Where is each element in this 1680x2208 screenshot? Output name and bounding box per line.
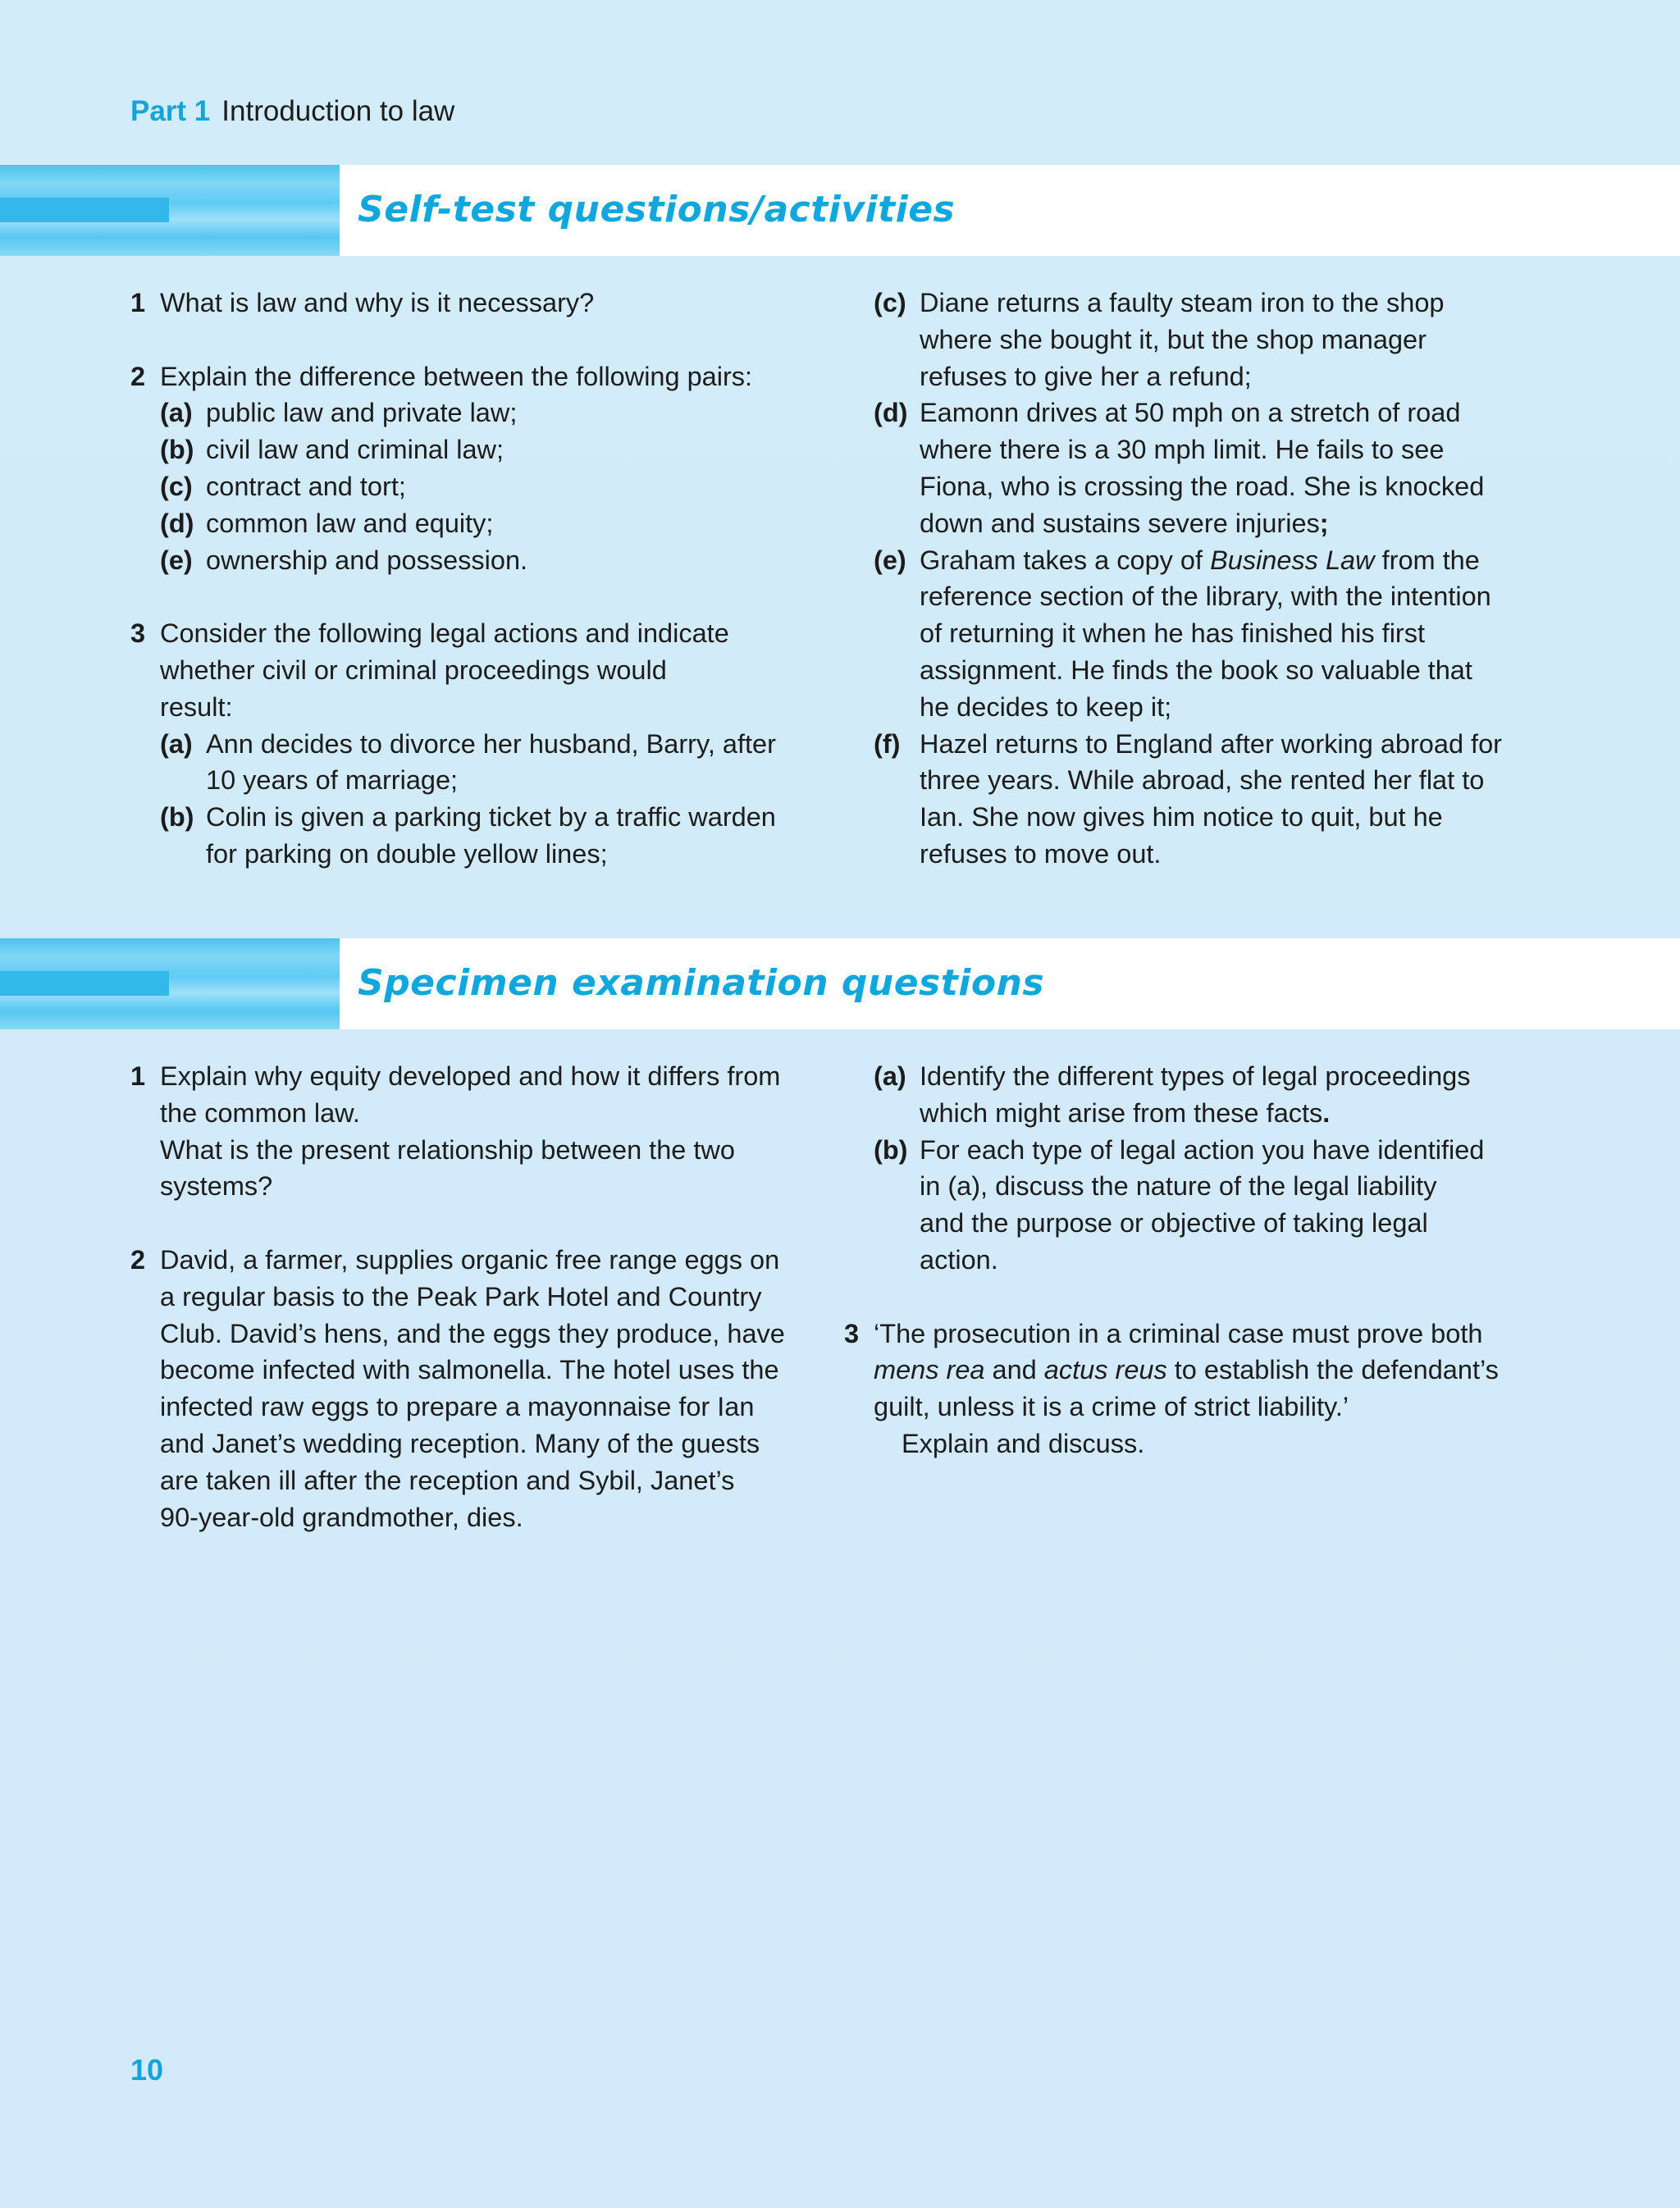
item-line: Eamonn drives at 50 mph on a stretch of road [920,398,1461,428]
item-line: assignment. He finds the book so valuable that [920,655,1472,685]
item-label: (f) [874,728,901,759]
term-mens-rea: mens rea [874,1355,985,1385]
list-item [160,542,828,579]
item-line: 10 years of marriage; [206,765,459,796]
specimen-heading: Specimen examination questions [358,962,1045,1004]
question-line: systems? [160,1171,273,1202]
list-item [874,542,1612,726]
specimen-q1 [130,1058,828,1205]
banner-bar [0,198,169,222]
item-line: Fiona, who is crossing the road. She is knocked [920,471,1485,501]
item-line [920,542,1612,579]
question-number: 3 [844,1318,860,1348]
question-number: 3 [130,618,146,649]
banner-panel [340,938,1680,1029]
self-test-banner [0,165,1680,256]
list-item [874,1058,1612,1132]
item-line: for parking on double yellow lines; [206,838,608,869]
question-line-mid: and [984,1355,1044,1385]
question-line: David, a farmer, supplies organic free range eggs on [160,1244,780,1275]
list-item [874,285,1612,395]
item-line: Hazel returns to England after working abroad for [920,728,1502,759]
question-line [874,1352,1612,1389]
part-label: Part 1 [130,95,211,127]
question-line: are taken ill after the reception and Sybil, Janet’s [160,1465,735,1495]
question-line: infected raw eggs to prepare a mayonnaise for Ian [160,1392,755,1422]
item-line-trail: ; [1319,508,1329,538]
item-line: three years. While abroad, she rented her flat to [920,765,1485,796]
question-line: Club. David’s hens, and the eggs they produce, have [160,1318,785,1348]
banner-stripe [0,938,340,1029]
item-text: public law and private law; [206,398,518,428]
item-line: of returning it when he has finished his first [920,618,1426,649]
question-number: 1 [130,1061,146,1091]
question-line: Explain why equity developed and how it differs from [160,1061,781,1091]
list-item [874,395,1612,541]
running-head [130,94,454,130]
item-line: where she bought it, but the shop manager [920,324,1427,354]
item-label: (e) [874,545,906,575]
item-label: (c) [160,471,193,501]
item-line: reference section of the library, with the intention [920,582,1491,612]
list-item [160,431,828,468]
banner-panel [340,165,1680,256]
question-line: ‘The prosecution in a criminal case must prove both [874,1318,1483,1348]
list-item [160,395,828,431]
question-line: Explain and discuss. [902,1428,1145,1458]
question-text: Explain the difference between the following pairs: [160,361,753,391]
banner-stripe [0,165,340,256]
item-line: Colin is given a parking ticket by a traffic warden [206,802,776,833]
item-line-trail: . [1322,1097,1331,1128]
item-label: (b) [160,802,194,833]
question-line-post: to establish the defendant’s [1166,1355,1499,1385]
specimen-q3 [844,1316,1612,1462]
item-label: (e) [160,545,193,575]
question-line: 90-year-old grandmother, dies. [160,1502,523,1532]
question-line: result: [160,691,233,722]
question-line: become infected with salmonella. The hotel uses the [160,1355,779,1385]
list-item [874,726,1612,873]
self-test-q2 [130,358,828,579]
item-label: (c) [874,288,906,317]
item-line: For each type of legal action you have identified [920,1134,1485,1165]
list-item [160,799,828,873]
question-number: 2 [130,361,146,391]
question-line: whether civil or criminal proceedings would [160,655,667,685]
item-line: Identify the different types of legal proceedings [920,1061,1471,1091]
item-text: ownership and possession. [206,545,528,575]
item-text: common law and equity; [206,508,494,538]
self-test-left-column [130,285,828,873]
question-text: What is law and why is it necessary? [160,288,595,317]
book-title: Business Law [1210,545,1375,575]
item-text: contract and tort; [206,471,406,501]
list-item [874,1132,1612,1279]
question-number: 1 [130,288,146,317]
item-label: (a) [874,1061,906,1091]
item-line: Ann decides to divorce her husband, Barry, after [206,728,776,759]
self-test-heading: Self-test questions/activities [358,189,956,230]
question-line: the common law. [160,1097,360,1128]
self-test-q3 [130,615,828,873]
banner-bar [0,971,169,996]
item-label: (d) [160,508,194,538]
item-line [920,505,1612,542]
item-line: where there is a 30 mph limit. He fails to see [920,435,1445,465]
item-line-pre: Graham takes a copy of [920,545,1211,575]
item-line-text: down and sustains severe injuries [920,508,1320,538]
item-line: action. [920,1244,998,1275]
item-line: he decides to keep it; [920,691,1172,722]
item-text: civil law and criminal law; [206,435,504,465]
item-line: in (a), discuss the nature of the legal liability [920,1171,1437,1202]
item-line: and the purpose or objective of taking legal [920,1208,1428,1239]
question-line: Consider the following legal actions and indicate [160,618,729,649]
specimen-q2 [130,1242,828,1535]
specimen-left-column [130,1058,828,1535]
item-label: (b) [874,1134,908,1165]
question-number: 2 [130,1244,146,1275]
item-line-text: which might arise from these facts [920,1097,1323,1128]
part-title: Introduction to law [221,95,455,127]
item-line [920,1095,1612,1132]
question-line: guilt, unless it is a crime of strict liability.’ [874,1392,1349,1422]
item-line: refuses to move out. [920,838,1162,869]
specimen-banner [0,938,1680,1029]
specimen-right-column [844,1058,1612,1462]
question-line: What is the present relationship between the two [160,1134,735,1165]
list-item [160,505,828,542]
item-label: (d) [874,398,908,428]
question-line: a regular basis to the Peak Park Hotel and Country [160,1281,762,1312]
list-item [160,468,828,505]
page-number: 10 [130,2053,164,2087]
self-test-right-column [874,285,1612,873]
question-line: and Janet’s wedding reception. Many of the guests [160,1428,760,1458]
item-label: (b) [160,435,194,465]
item-line: Ian. She now gives him notice to quit, but he [920,802,1443,833]
item-label: (a) [160,398,193,428]
term-actus-reus: actus reus [1043,1355,1167,1385]
item-line-post: from the [1374,545,1480,575]
item-line: refuses to give her a refund; [920,361,1252,391]
self-test-q1 [130,285,828,322]
item-label: (a) [160,728,193,759]
item-line: Diane returns a faulty steam iron to the shop [920,288,1445,317]
list-item [160,726,828,800]
